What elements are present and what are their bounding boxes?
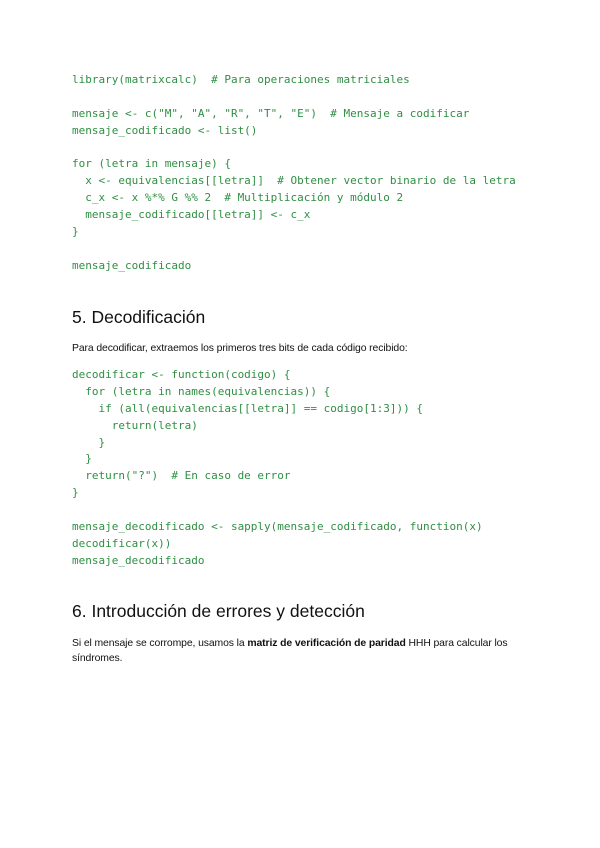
code-line: return("?") # En caso de error: [72, 469, 291, 483]
section-paragraph-decodificacion: Para decodificar, extraemos los primeros tres bits de cada código recibido:: [72, 343, 408, 354]
code-line: mensaje_codificado[[letra]] <- c_x: [72, 208, 311, 222]
code-line: decodificar(x)): [72, 536, 172, 550]
code-block-encoding: [72, 72, 516, 275]
code-line: }: [72, 435, 106, 449]
code-line: [72, 241, 516, 258]
code-line: mensaje_codificado <- list(): [72, 123, 258, 137]
code-line: decodificar <- function(codigo) {: [72, 368, 291, 381]
code-line: }: [72, 452, 92, 466]
code-line: return(letra): [72, 418, 198, 432]
section-paragraph-errores: [72, 636, 532, 666]
section-heading-errores: 6. Introducción de errores y detección: [72, 601, 365, 621]
code-line: for (letra in names(equivalencias)) {: [72, 384, 331, 398]
code-line: [72, 502, 483, 519]
code-line: library(matrixcalc) # Para operaciones matriciales: [72, 73, 410, 86]
code-line: x <- equivalencias[[letra]] # Obtener vector binario de la letra: [72, 174, 516, 188]
code-line: for (letra in mensaje) {: [72, 157, 231, 171]
paragraph-bold-term: matriz de verificación de paridad: [247, 638, 406, 649]
code-line: }: [72, 486, 79, 500]
code-line: mensaje_decodificado <- sapply(mensaje_codificado, function(x): [72, 520, 483, 534]
code-line: }: [72, 225, 79, 239]
code-line: mensaje_codificado: [72, 258, 192, 272]
code-line: mensaje <- c("M", "A", "R", "T", "E") # Mensaje a codificar: [72, 106, 470, 120]
code-block-decoding: [72, 367, 483, 570]
code-line: c_x <- x %*% G %% 2 # Multiplicación y módulo 2: [72, 191, 404, 205]
code-line: mensaje_decodificado: [72, 553, 205, 567]
paragraph-text-end: HHH para calcular los síndromes.: [72, 638, 508, 664]
code-line: if (all(equivalencias[[letra]] == codigo[1:3])) {: [72, 401, 423, 415]
paragraph-text-start: Si el mensaje se corrompe, usamos la: [72, 638, 248, 649]
section-heading-decodificacion: 5. Decodificación: [72, 307, 206, 327]
code-line: [72, 89, 516, 106]
code-line: [72, 140, 516, 157]
